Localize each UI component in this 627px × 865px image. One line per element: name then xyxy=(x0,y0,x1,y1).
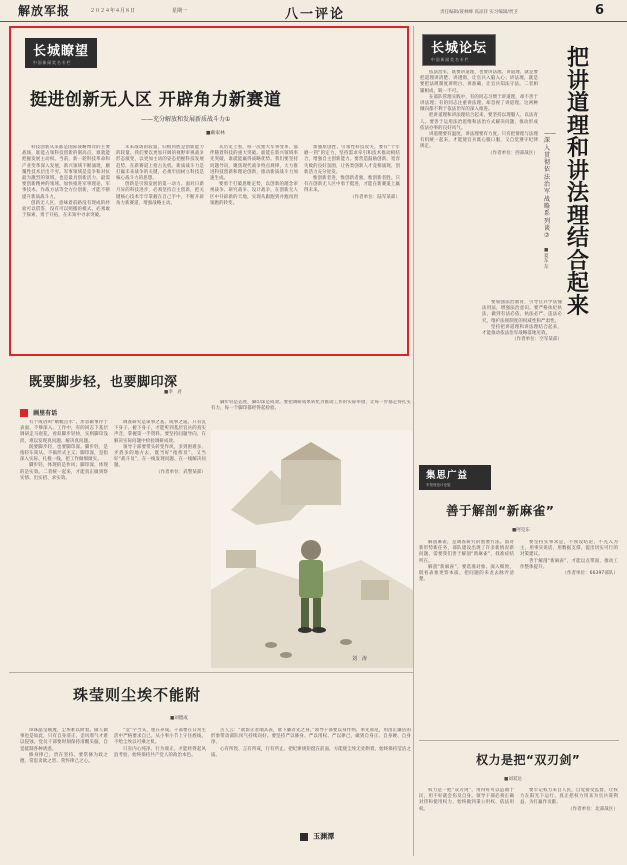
feature-body-col-3: 从历史上看，每一次重大军事变革，都伴随着科技的重大突破。谁能在新兴领域率先突破，谁就能赢得战略优势。我们要坚持问题导向，聚焦现代战争特点规律，大力推进科技创新和理论创新，推动新质战斗力加速生成。 要勇于打破思维定势，以创新的理念审视战争、研究战争、设计战争，在创新无人区中开辟新的天地，实现从跟跑到并跑再到领跑的转变。 xyxy=(210,145,298,206)
article2-body-top-right: 脚步轻是态度，脚印深是成效。要把调研成果转化为推动工作的实际举措，让每一步都走得扎实有力，每一个脚印都经得起检验。 xyxy=(211,400,411,412)
collection-divider xyxy=(419,740,619,741)
column-marker-icon xyxy=(300,833,308,841)
vertical-author: ■夏东东 xyxy=(544,248,549,270)
footer-column-label: 玉渊潭 xyxy=(300,826,390,840)
forum-body-col-1: 依法治军，既要讲道理，也要讲法理。讲道理，就是要把道理讲清楚、讲透彻，让官兵入脑入心；讲法理，就是要把法规制度讲明白、讲准确，让官兵知法守法。二者相辅相成，缺一不可。 在部队管理实践中，有的同志习惯于讲道理，却不善于讲法理；有的同志注重讲法理，却忽视了讲道理。这两种倾向都不利于依法治军的深入推进。 把讲道理和讲法理结合起来，要坚持以理服人、以法育人。要善于运用法治思维和法治方式解决问题，推动形成依法办事的良好风气。 讲道理要有温度，讲法理要有力度。只有把情理与法理有机统一起来，才能使官兵既心服口服，又自觉遵守纪律规定。 （作者单位：西部战区） xyxy=(420,70,538,156)
bottom-body-col-1: 珍珠晶莹剔透，尘埃难以附着。做人做事也是如此，只有自身清正，歪风邪气才难以侵蚀。党员干部要时刻保持清醒头脑，自觉抵制各种诱惑。 修身律己，贵在坚持。要常修为政之德、常思贪欲之害、常怀律己之心。 xyxy=(20,728,108,765)
feature-body-col-1: 科技创新从来都是国际战略博弈的主要战场，谁能占领科技创新的制高点，谁就能把握发展主动权。当前，新一轮科技革命和产业变革深入发展，新兴领域不断涌现，颠覆性技术层出不穷。军事领域是竞争和对抗最为激烈的领域，也是最具创新活力、最需要创新精神的领域。加快推进军事理论、军事技术、作战方法等全方位创新，才能不断提升新质战斗力。 创新无人区，意味着前路没有现成的经验可以借鉴，没有可以照搬的模式。必须敢于探索、勇于开拓，在未知中寻求突破。 xyxy=(22,145,110,219)
editor-credit: 责任编辑/聂林峰 高凉洋 实习编辑/贾卫 xyxy=(440,10,518,15)
bottom-article-title: 珠莹则尘埃不能附 xyxy=(73,686,202,704)
collection-tag: 集思广益 xyxy=(419,465,491,483)
column-tag-subtitle: 中国新闻奖名专栏 xyxy=(33,60,72,65)
good-body-col-2: 要坚持实事求是，不预设结论、不先入为主，用事实说话、用数据支撑，提出切实可行的对策建议。 善于解剖“新麻雀”，才能以点带面，推动工作整体提升。 （作者单位：66397部队） xyxy=(520,540,618,577)
feature-subtitle: ——充分解放和发展新质战斗力① xyxy=(141,116,231,123)
forum-body-col-2: 要加强法治教育，引导官兵学法懂法用法，增强法治意识。要严格执纪执法，做到有法必依、执法必严、违法必究，维护法规制度的权威性和严肃性。 坚持把讲道理和讲法理结合起来，才能推动依法治军战略落地见效。 （作者单位：空军某部） xyxy=(482,300,562,343)
article2-body-col-1: 有个成语叫“蜻蜓点水”，形容做事浮于表面、不够深入。工作中，有的同志下基层调研走马观花，看似脚步轻快，实则脚印浅淡，难以发现真问题、解决真问题。 既要脚步轻，也要脚印深。脚步轻，是指轻车简从、不搞形式主义；脚印深，是指深入实际、扎根一线，把工作做细做实。 脚步轻，体现的是作风；脚印深，体现的是实效。二者统一起来，才能真正做到察实情、出实招、求实效。 xyxy=(20,420,108,481)
forum-tag-subtitle: 中国新闻奖名专栏 xyxy=(431,57,470,62)
bottom-body-col-2: “莹”字当头，重在养成。干部要在日常生活中严格要求自己，从小事小节上守住底线，不给尘埃以可乘之机。 只有内心纯净、行为端正，才能经得起风浪考验，始终保持共产党人的政治本色。 xyxy=(114,728,206,758)
power-body-col-2: 要牢记权力来自人民，自觉接受监督，让权力在阳光下运行，真正把权力用来为官兵谋利益、为打赢作贡献。 （作者单位：北部战区） xyxy=(520,788,618,812)
feature-author: ■戴家林 xyxy=(206,131,225,136)
good-note: （作者单位：66397部队） xyxy=(562,571,618,577)
vertical-subtitle: ——深入贯彻依法治军战略系列谈⑦ xyxy=(544,130,556,240)
good-author: ■阿克东 xyxy=(512,528,530,533)
weekday: 星期一 xyxy=(172,8,188,14)
forum-tag xyxy=(422,34,496,66)
power-author: ■刘双达 xyxy=(504,777,522,782)
section-title: 八一评论 xyxy=(285,7,346,22)
label-marker-icon xyxy=(20,409,28,417)
illustration-label: 画里有话 xyxy=(20,402,57,421)
bottom-body-col-3: 古人云：“欲影正者端其表，欲下廉者先之身。”领导干部要以身作则、率先垂范，用清正廉洁的形象带动部队风气持续向好。要坚持严以修身、严以用权、严以律己，做到自身正、自身硬、自身净。 心有所畏，言有所戒，行有所止。把纪律规矩挺在前面，方能使尘埃无处附着，始终保持莹洁之质。 xyxy=(211,728,411,758)
collection-tag-subtitle: 军报理论评论版 xyxy=(419,483,491,490)
paper-name: 解放军报 xyxy=(18,4,71,18)
forum-tag-title: 长城论坛 xyxy=(431,41,488,56)
power-headline: 权力是把“双刃剑” xyxy=(476,753,581,767)
forum-bottom-note: （作者单位：空军某部） xyxy=(512,337,562,343)
column-divider xyxy=(413,26,414,856)
article2-title: 既要脚步轻，也要脚印深 xyxy=(29,375,178,390)
vertical-headline: 把讲道理和讲法理结合起来 xyxy=(567,46,590,319)
illustration-credit: 刘 涛 xyxy=(352,656,368,662)
issue-date: ２０２４年４月８日 xyxy=(90,8,136,14)
good-body-col-1: 解剖麻雀，是调查研究的重要方法。面对新形势新任务，部队建设出现了许多新情况新问题，需要我们善于解剖“新麻雀”，找准症结所在。 解剖“新麻雀”，要选准对象、深入细致，既看表象更察本质，把问题的来龙去脉弄清楚。 xyxy=(419,540,514,583)
feature-body-col-4: 加强原创性、引领性科技攻关，要有“十年磨一剑”的定力，坚持需求牵引和技术推动相结合，增强自主创新能力。要营造鼓励创新、宽容失败的良好氛围，让各类创新人才竞相涌现、创新活力充分迸发。 惟创新者进，惟创新者强，惟创新者胜。只有在创新无人区中勇于挺进，才能在新赛道上赢得未来。 （作者单位：陆军某部） xyxy=(304,145,400,200)
feature-headline: 挺进创新无人区 开辟角力新赛道 xyxy=(30,90,282,110)
cartoon-drawing xyxy=(211,430,413,668)
bottom-article-author: ■刘德成 xyxy=(170,716,188,721)
feature-body-col-2: 未来战场的较量，归根到底是创新能力的较量。我们要以更加开阔的视野审视战争形态演变，以更加主动的姿态把握科技发展趋势，在新赛道上抢占先机。新质战斗力是打赢未来战争的关键，必须牢固树立科技是核心战斗力的思想。 创新是引领发展的第一动力。面对日新月异的科技进步，必须坚持自主创新，把关键核心技术牢牢掌握在自己手中，不断开辟角力新赛道，增强战略主动。 xyxy=(116,145,204,206)
forum-byline-note: （作者单位：西部战区） xyxy=(488,150,538,156)
page-number: 6 xyxy=(595,3,605,18)
cartoon-illustration xyxy=(211,430,413,668)
article2-body-col-2: 调查研究是谋事之基、成事之道。只有沉下身子、俯下身子，才能听到基层官兵的真实声音，掌握第一手资料。要坚持问题导向，在解决实际问题中检验调研成效。 领导干部要带头转变作风，多到困难多、矛盾多的地方去，既当好“指挥员”，又当好“战斗员”，在一线发现问题、在一线解决问题。 （作者单位：武警某部） xyxy=(114,420,206,475)
good-headline: 善于解剖“新麻雀” xyxy=(446,503,555,518)
section-divider xyxy=(9,672,413,673)
feature-byline-note: （作者单位：陆军某部） xyxy=(350,194,400,200)
column-tag-title: 长城瞭望 xyxy=(33,44,90,59)
power-body-col-1: 权力是一把“双刃剑”，用得好可以造福于民，用不好就会伤及自身。领导干部必须正确对待和使用权力，始终做到秉公用权、依法用权。 xyxy=(419,788,514,812)
power-note: （作者单位：北部战区） xyxy=(568,806,618,812)
column-tag xyxy=(25,38,97,68)
article2-author: ■李 君 xyxy=(164,390,182,395)
